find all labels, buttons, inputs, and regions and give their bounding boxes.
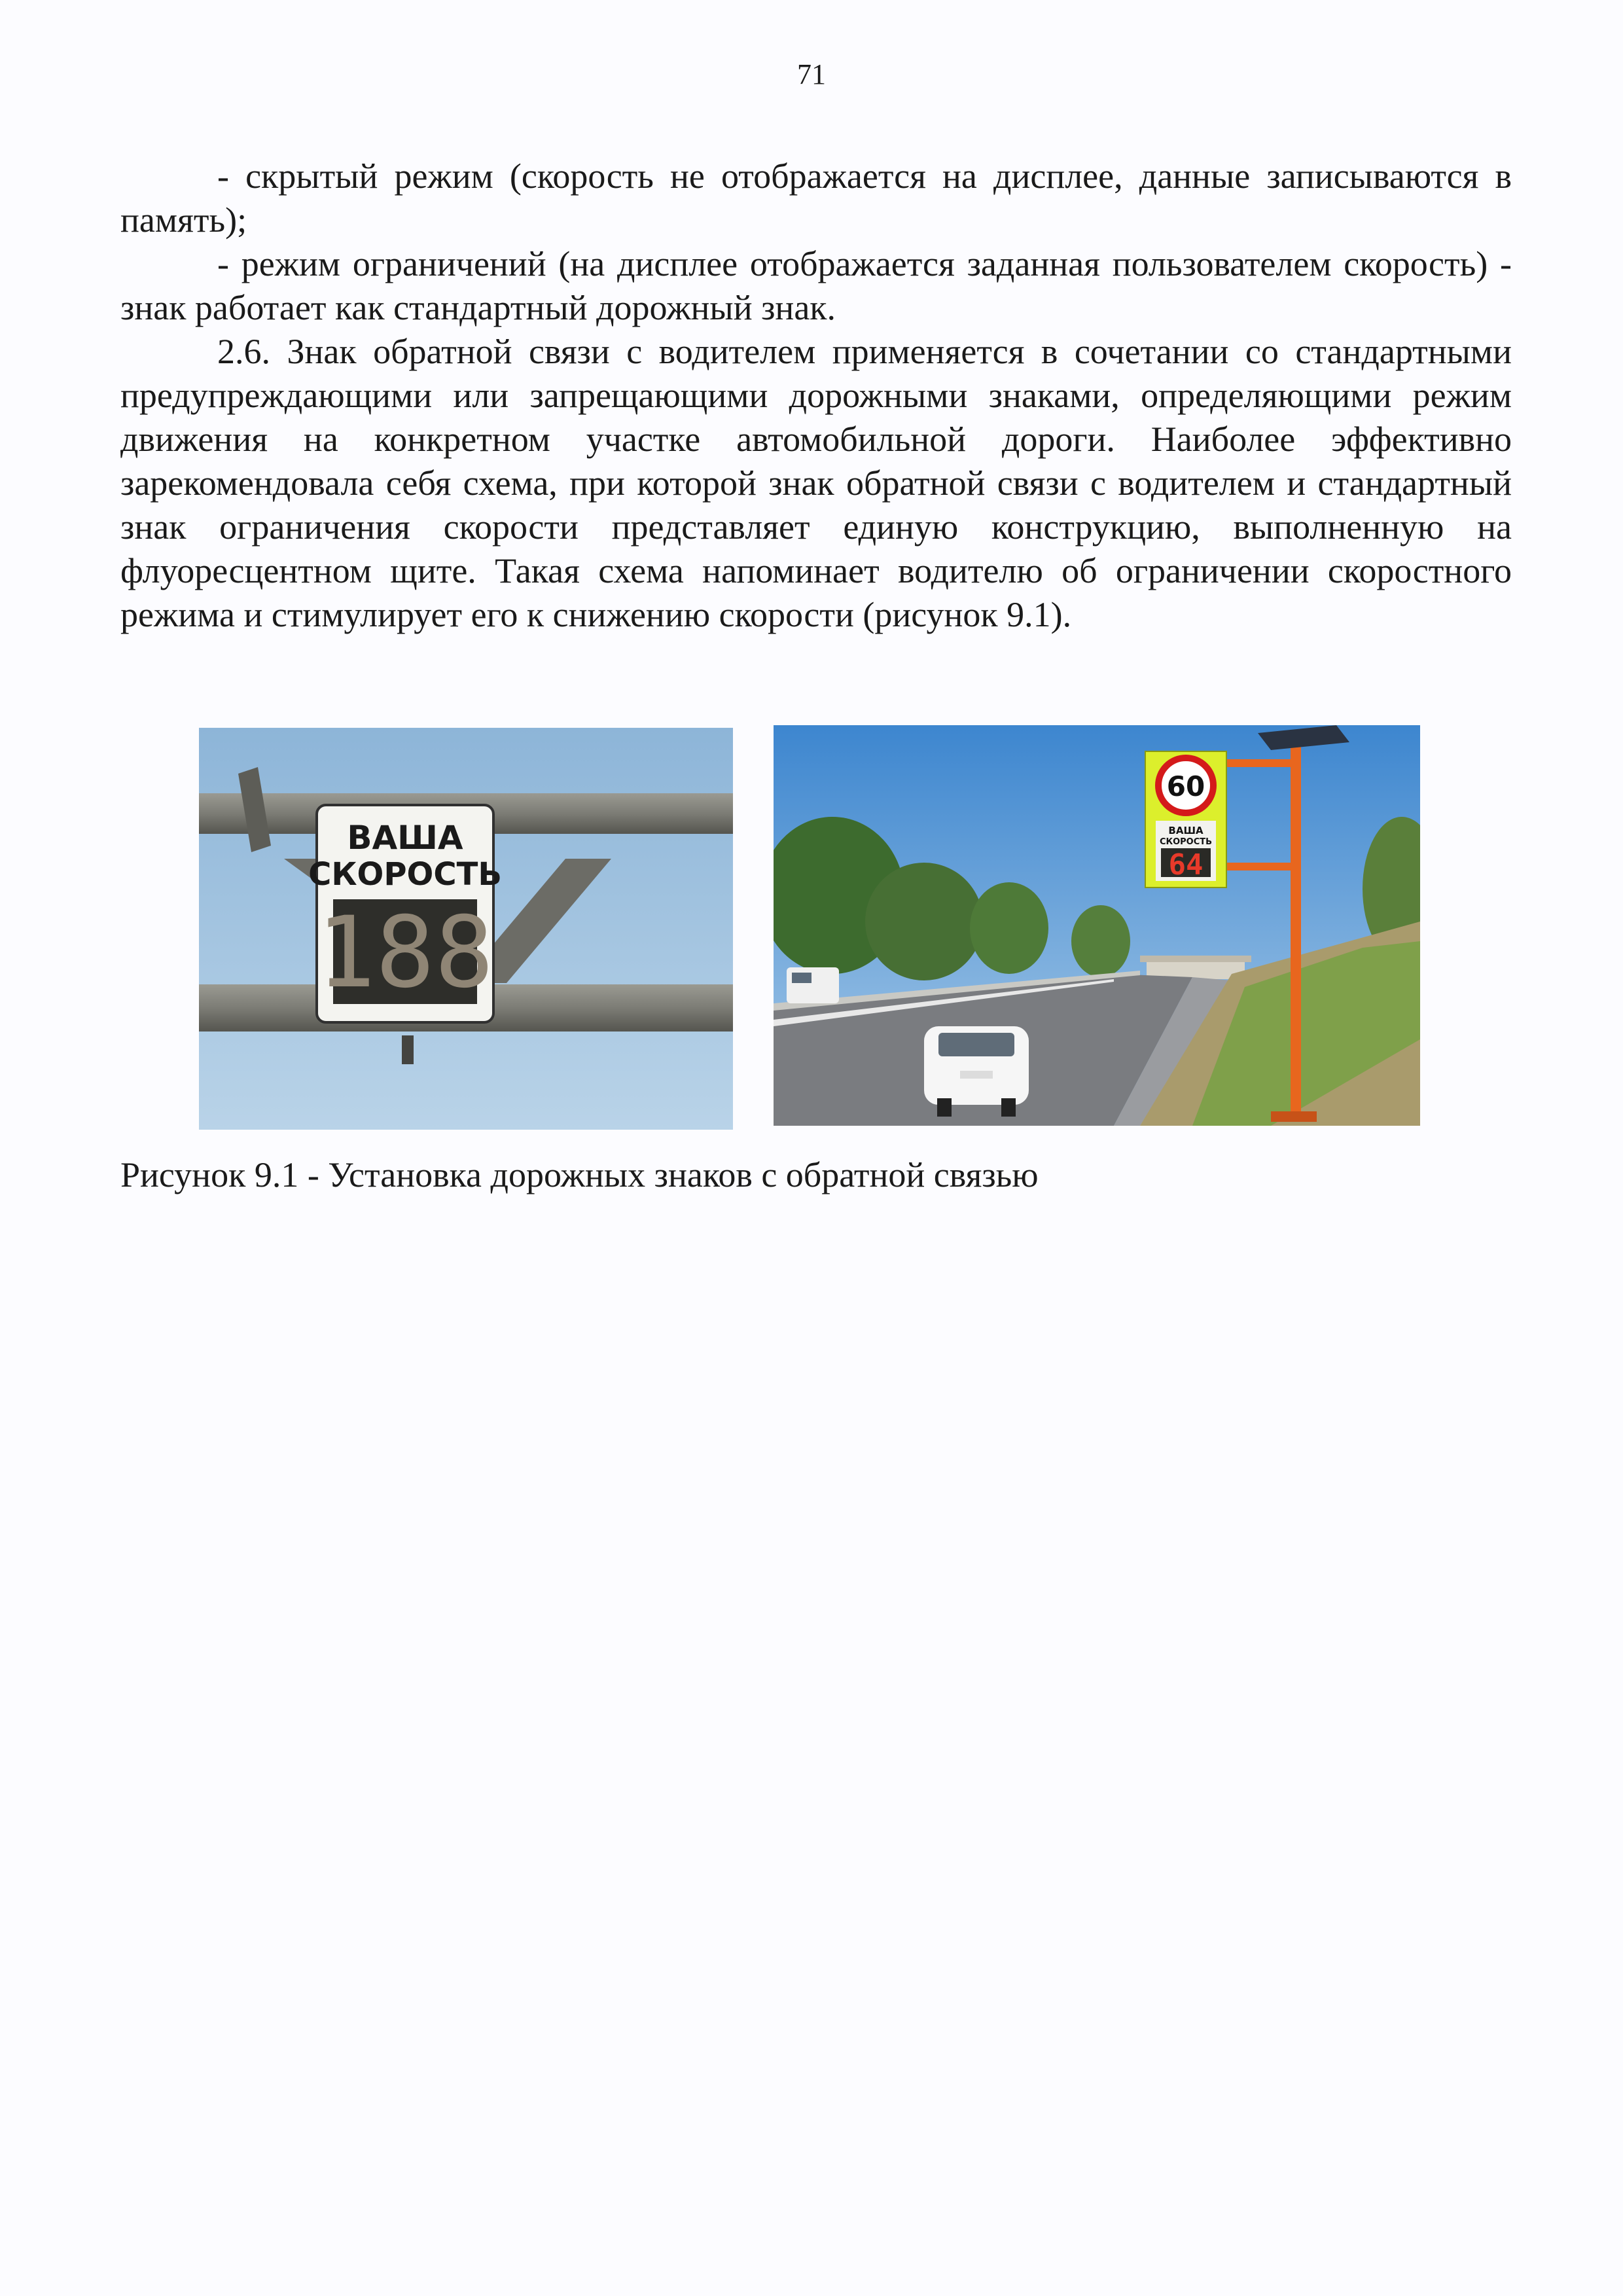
sign-text-line2: СКОРОСТЬ: [308, 856, 502, 893]
small-sign-text-line2: СКОРОСТЬ: [1159, 837, 1213, 847]
paragraph-2-6: 2.6. Знак обратной связи с водителем применяется в сочетании со стандартными предупреждающими или запрещающими дорожными знаками, определяющими режим движения на конкретном участке автомобильной дороги. Наиболее эффективно зарекомендовала себя схема, при которой знак обратной связи с водителем и стандартный знак ограничения скорости представляет единую конструкцию, выполненную на флуоресцентном щите. Такая схема напоминает водителю об ограничении скоростного режима и стимулирует его к снижению скорости (рисунок 9.1).: [120, 332, 1512, 634]
body-text: [120, 154, 1512, 637]
small-sign-text-line1: ВАША: [1168, 825, 1204, 836]
figure-caption: Рисунок 9.1 - Установка дорожных знаков с обратной связью: [120, 1155, 1039, 1194]
speed-limit-value: 60: [1166, 770, 1205, 802]
figure-photo-gantry-sign: [199, 728, 733, 1130]
small-speed-display: 64: [1168, 848, 1204, 882]
sign-text-line1: ВАША: [347, 819, 463, 857]
speed-display: 188: [316, 896, 494, 1010]
paragraph-hidden-mode: - скрытый режим (скорость не отображается на дисплее, данные записываются в память);: [120, 156, 1512, 240]
figure-photo-roadside-sign: [774, 725, 1420, 1126]
paragraph-limit-mode: - режим ограничений (на дисплее отображается заданная пользователем скорость) - знак работает как стандартный дорожный знак.: [120, 244, 1512, 327]
page-number: 71: [797, 58, 826, 90]
